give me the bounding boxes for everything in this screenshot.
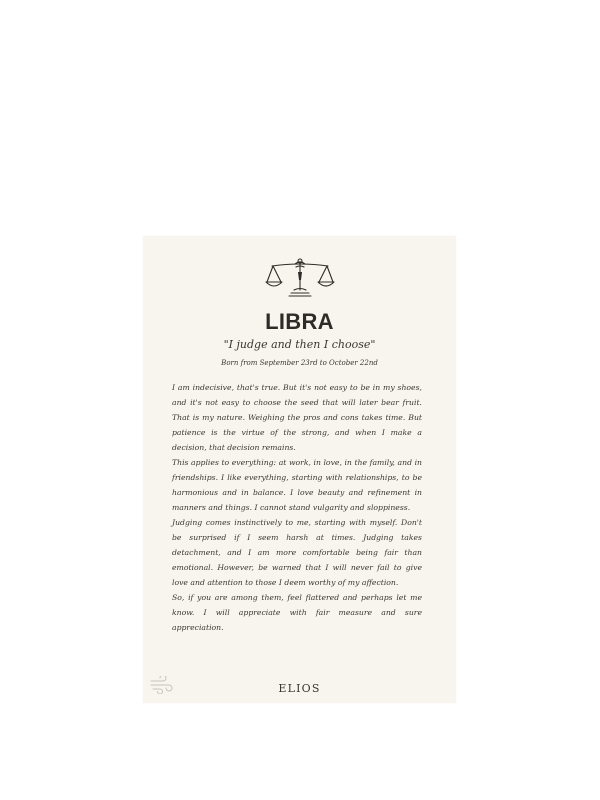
description-paragraph: This applies to everything: at work, in love, in the family, and in friendships. I like everything, starting with relationships, to be harmonious and in balance. I love beauty and refinement in manners and things. I cannot stand vulgarity and sloppiness. (172, 458, 422, 512)
description-paragraph: So, if you are among them, feel flattered and perhaps let me know. I will appreciate with fair measure and sure appreciation. (172, 593, 422, 632)
zodiac-card (143, 236, 456, 703)
sign-motto: "I judge and then I choose" (223, 338, 376, 351)
birth-date-range: Born from September 23rd to October 22nd (221, 359, 378, 367)
brand-name: ELIOS (278, 682, 321, 695)
sign-title: LIBRA (265, 309, 334, 334)
libra-scales-icon (265, 256, 335, 298)
description-paragraph: Judging comes instinctively to me, starting with myself. Don't be surprised if I seem harsh at times. Judging takes detachment, and I am more comfortable being fair than emotional. However, be warned that I will never fail to give love and attention to those I deem worthy of my affection. (172, 518, 422, 587)
description-text (172, 380, 422, 635)
description-paragraph: I am indecisive, that's true. But it's not easy to be in my shoes, and it's not easy to choose the seed that will later bear fruit. That is my nature. Weighing the pros and cons takes time. But patience is the virtue of the strong, and when I make a decision, that decision remains. (172, 383, 422, 452)
